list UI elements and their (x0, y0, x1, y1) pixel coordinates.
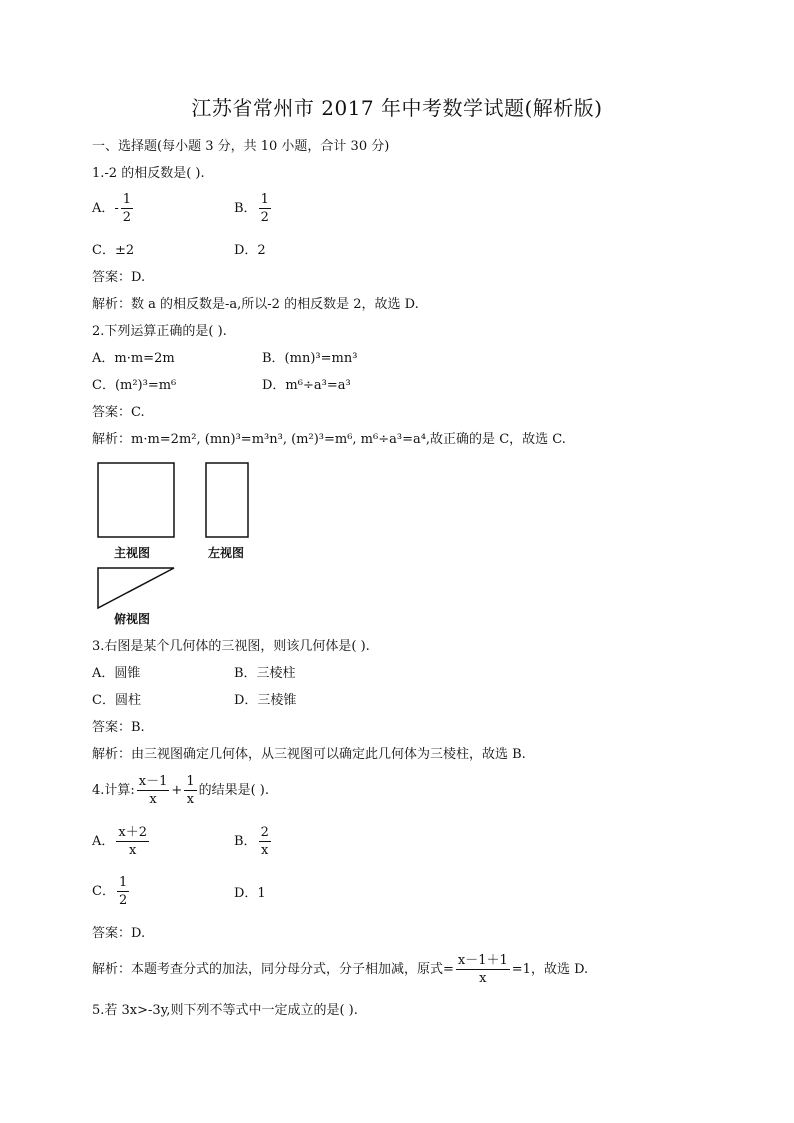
q4-plus: + (171, 783, 183, 798)
q4-analysis-suffix: =1，故选 D. (511, 962, 589, 977)
q4-analysis-den: x (479, 971, 487, 986)
q4-analysis-num: x－1＋1 (457, 953, 508, 968)
q1-option-d: D．2 (234, 243, 266, 258)
q4-f1-den: x (149, 792, 157, 807)
q1-a-fraction (121, 193, 133, 224)
q3-option-b: B．三棱柱 (234, 666, 296, 681)
q2-stem: 2.下列运算正确的是( ). (92, 324, 227, 339)
q1-b-fraction (259, 193, 271, 224)
q4-analysis (92, 954, 588, 985)
q3-option-a: A．圆锥 (92, 666, 141, 681)
q1-b-num: 1 (260, 192, 269, 207)
q1-a-prefix: A．- (92, 201, 119, 216)
top-view-triangle (98, 568, 174, 608)
q2-analysis: 解析：m·m=2m², (mn)³=m³n³, (m²)³=m⁶, m⁶÷a³=a⁴,故正确的是 C，故选 C. (92, 432, 566, 447)
q1-answer: 答案：D. (92, 270, 146, 285)
q4-f2-num: 1 (186, 774, 195, 789)
q2-answer: 答案：C. (92, 405, 145, 420)
q4-stem-prefix: 4.计算: (92, 783, 135, 798)
q4-c-den: 2 (118, 893, 128, 908)
q4-answer: 答案：D. (92, 926, 146, 941)
q3-option-c: C．圆柱 (92, 693, 141, 708)
q4-option-c (92, 876, 131, 907)
q2-option-a: A．m·m=2m (92, 351, 175, 366)
section-heading: 一、选择题(每小题 3 分，共 10 小题，合计 30 分) (92, 139, 390, 154)
q4-c-fraction (117, 876, 129, 907)
q4-b-prefix: B． (234, 834, 257, 849)
q1-a-num: 1 (122, 192, 132, 207)
q4-fraction-1 (137, 775, 170, 806)
q4-f2-den: x (186, 792, 195, 807)
q4-c-num: 1 (118, 875, 128, 890)
q1-a-den: 2 (122, 210, 132, 225)
q1-stem: 1.-2 的相反数是( ). (92, 166, 205, 181)
q4-f1-num: x－1 (138, 774, 168, 789)
q1-analysis: 解析：数 a 的相反数是-a,所以-2 的相反数是 2，故选 D. (92, 297, 419, 312)
q5-stem: 5.若 3x>-3y,则下列不等式中一定成立的是( ). (92, 1003, 358, 1018)
q4-fraction-2 (184, 775, 196, 806)
q4-option-a (92, 826, 151, 857)
q1-option-c: C．±2 (92, 243, 135, 258)
q4-analysis-prefix: 解析：本题考查分式的加法，同分母分式，分子相加减，原式= (92, 962, 454, 977)
q4-stem (92, 775, 269, 806)
q4-a-den: x (129, 843, 137, 858)
q4-b-fraction (259, 826, 271, 857)
q4-option-d: D．1 (234, 886, 266, 901)
q3-answer: 答案：B. (92, 720, 145, 735)
q1-b-prefix: B． (234, 201, 257, 216)
three-views-figure (92, 458, 262, 628)
q4-option-b (234, 826, 273, 857)
q2-option-b: B．(mn)³=mn³ (262, 351, 358, 366)
q2-option-c: C．(m²)³=m⁶ (92, 378, 177, 393)
q4-a-prefix: A． (92, 834, 115, 849)
q4-b-den: x (261, 843, 269, 858)
front-view-label: 主视图 (114, 546, 151, 560)
q4-c-prefix: C． (92, 884, 115, 899)
q1-option-b (234, 193, 273, 224)
q3-analysis: 解析：由三视图确定几何体，从三视图可以确定此几何体为三棱柱，故选 B. (92, 747, 526, 762)
page-title: 江苏省常州市 2017 年中考数学试题(解析版) (191, 96, 603, 120)
q4-stem-suffix: 的结果是( ). (198, 783, 270, 798)
q2-option-d: D．m⁶÷a³=a³ (262, 378, 351, 393)
q4-a-num: x＋2 (118, 825, 147, 840)
q1-option-a (92, 193, 135, 224)
q4-a-fraction (116, 826, 149, 857)
q4-analysis-fraction (456, 954, 510, 985)
q3-stem: 3.右图是某个几何体的三视图，则该几何体是( ). (92, 639, 370, 654)
q4-b-num: 2 (260, 825, 269, 840)
q1-b-den: 2 (260, 210, 269, 225)
front-view-square (98, 463, 174, 537)
left-view-rectangle (206, 463, 248, 537)
q3-option-d: D．三棱锥 (234, 693, 297, 708)
left-view-label: 左视图 (208, 546, 245, 560)
top-view-label: 俯视图 (114, 612, 151, 626)
